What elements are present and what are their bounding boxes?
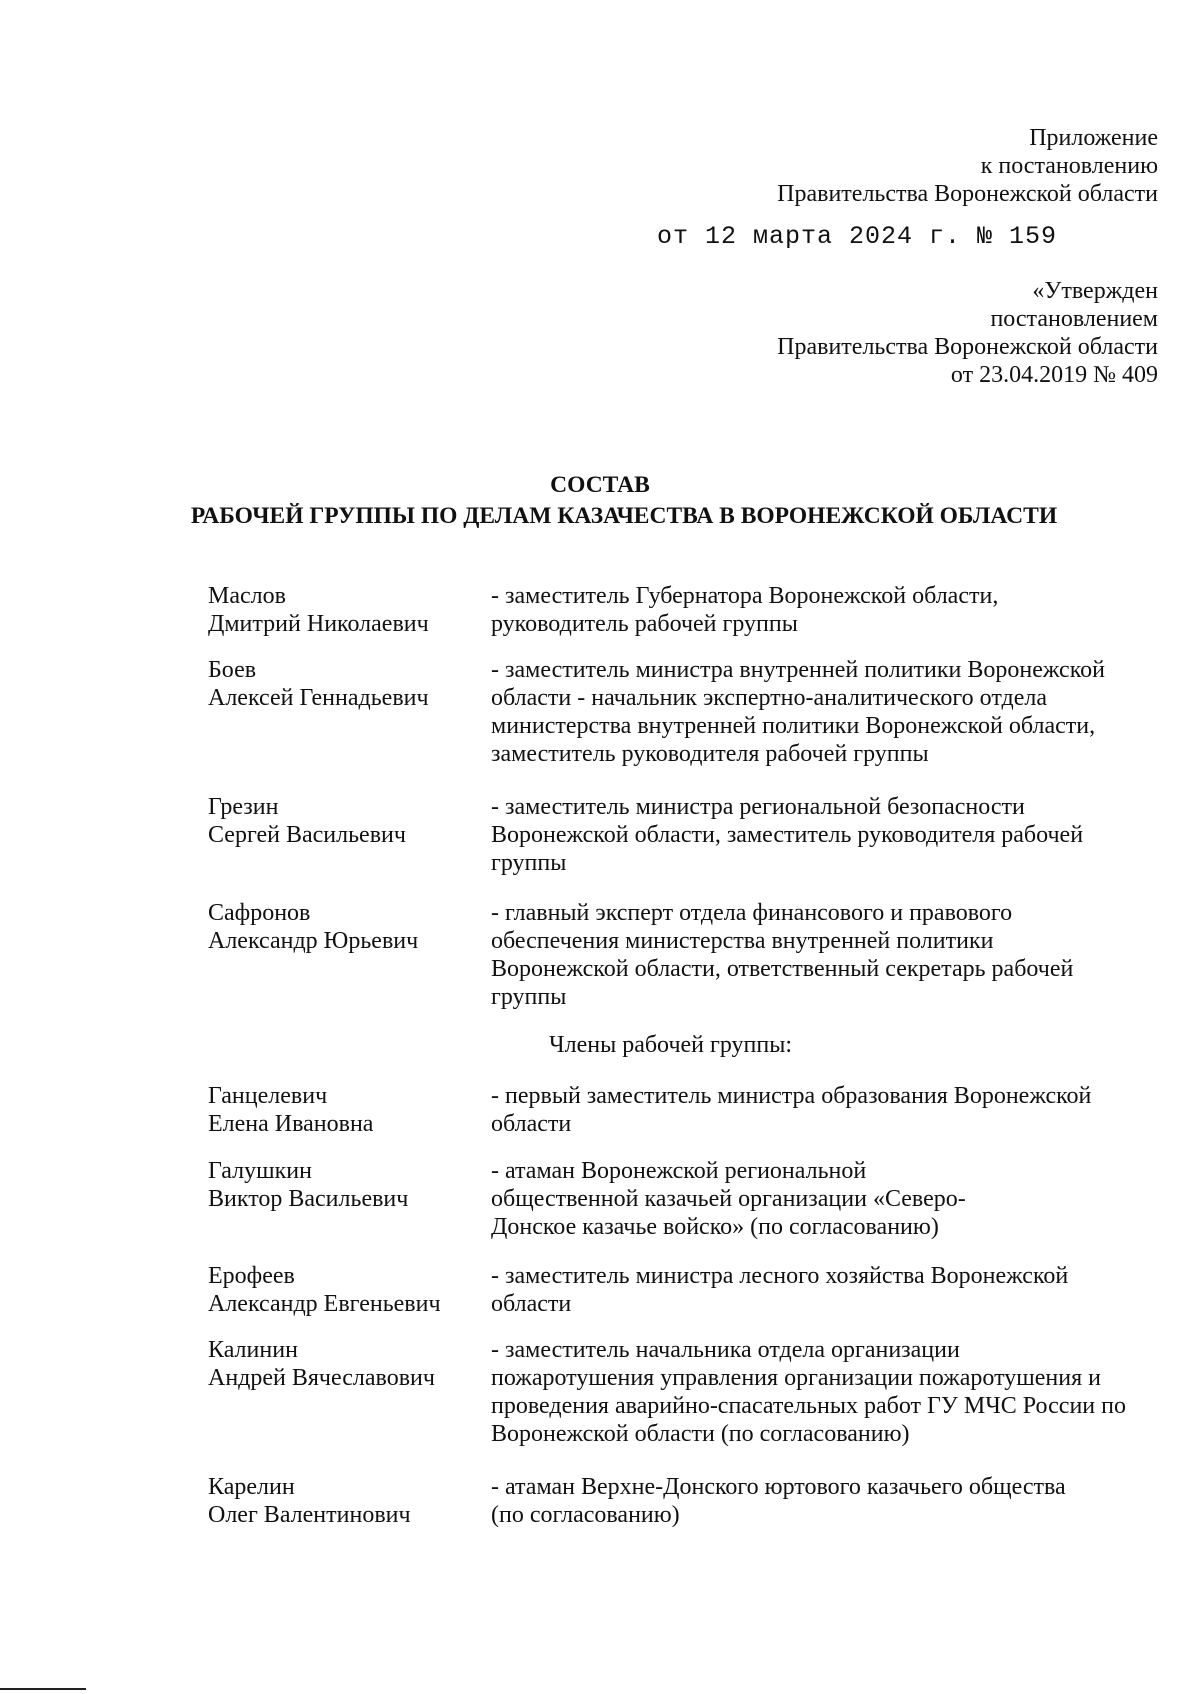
member-row [208, 1082, 1128, 1138]
member-surname: Галушкин [208, 1158, 312, 1184]
member-row [208, 656, 1128, 768]
member-row [208, 1262, 1128, 1318]
title-line-1: СОСТАВ [550, 472, 650, 498]
member-surname: Ерофеев [208, 1263, 295, 1289]
approval-line: от 23.04.2019 № 409 [950, 362, 1158, 388]
member-role: - заместитель министра лесного хозяйства Воронежской области [491, 1263, 1069, 1317]
appendix-line: Приложение [1029, 125, 1158, 151]
approval-line: «Утвержден [1032, 278, 1158, 304]
approval-line: Правительства Воронежской области [777, 334, 1158, 360]
member-role: - заместитель министра внутренней политики Воронежской области - начальник экспертно-аналитического отдела министерства внутренней политики Воронежской области, заместитель руководителя рабочей группы [491, 657, 1105, 767]
member-surname: Боев [208, 657, 257, 683]
member-name [208, 582, 491, 638]
member-role: - атаман Верхне-Донского юртового казачьего общества (по согласованию) [491, 1474, 1066, 1528]
member-given-names: Александр Юрьевич [208, 928, 419, 954]
appendix-line: к постановлению [980, 153, 1158, 179]
member-name [208, 1262, 491, 1318]
member-row [208, 582, 1128, 638]
member-row [208, 1336, 1128, 1448]
member-given-names: Олег Валентинович [208, 1502, 411, 1528]
members-section-label: Члены рабочей группы: [549, 1032, 793, 1058]
appendix-line: Правительства Воронежской области [777, 181, 1158, 207]
member-row [208, 1157, 1128, 1241]
member-role: - заместитель Губернатора Воронежской области, руководитель рабочей группы [491, 583, 999, 637]
member-role: - заместитель начальника отдела организации пожаротушения управления организации пожаротушения и проведения аварийно-спасательных работ ГУ МЧС России по Воронежской области (по согласованию) [491, 1337, 1126, 1447]
members-list [208, 582, 1128, 1529]
member-name [208, 793, 491, 877]
member-given-names: Александр Евгеньевич [208, 1291, 441, 1317]
member-surname: Ганцелевич [208, 1083, 328, 1109]
member-given-names: Сергей Васильевич [208, 822, 406, 848]
member-name [208, 1336, 491, 1448]
member-name [208, 1082, 491, 1138]
member-role: - главный эксперт отдела финансового и правового обеспечения министерства внутренней политики Воронежской области, ответственный секретарь рабочей группы [491, 900, 1074, 1010]
document-title [0, 470, 1200, 532]
member-name [208, 1157, 491, 1241]
member-row [208, 899, 1128, 1011]
member-role: - атаман Воронежской региональной общественной казачьей организации «Северо-Донское казачье войско» (по согласованию) [491, 1158, 966, 1240]
member-row [208, 793, 1128, 877]
member-given-names: Андрей Вячеславович [208, 1365, 435, 1391]
member-surname: Калинин [208, 1337, 298, 1363]
scan-edge-mark [0, 1688, 86, 1690]
member-surname: Маслов [208, 583, 286, 609]
decree-date-number: от 12 марта 2024 г. № 159 [657, 222, 1058, 251]
member-given-names: Алексей Геннадьевич [208, 685, 429, 711]
member-name [208, 656, 491, 768]
member-row [208, 1473, 1128, 1529]
appendix-header [777, 124, 1158, 208]
member-name [208, 899, 491, 1011]
member-surname: Карелин [208, 1474, 295, 1500]
title-line-2: РАБОЧЕЙ ГРУППЫ ПО ДЕЛАМ КАЗАЧЕСТВА В ВОРОНЕЖСКОЙ ОБЛАСТИ [190, 503, 1058, 529]
member-surname: Грезин [208, 794, 279, 820]
member-given-names: Виктор Васильевич [208, 1186, 409, 1212]
member-role: - первый заместитель министра образования Воронежской области [491, 1083, 1092, 1137]
member-role: - заместитель министра региональной безопасности Воронежской области, заместитель руководителя рабочей группы [491, 794, 1084, 876]
member-given-names: Елена Ивановна [208, 1111, 374, 1137]
member-surname: Сафронов [208, 900, 311, 926]
approval-line: постановлением [990, 306, 1158, 332]
member-name [208, 1473, 491, 1529]
member-given-names: Дмитрий Николаевич [208, 611, 429, 637]
approval-header [777, 277, 1158, 389]
